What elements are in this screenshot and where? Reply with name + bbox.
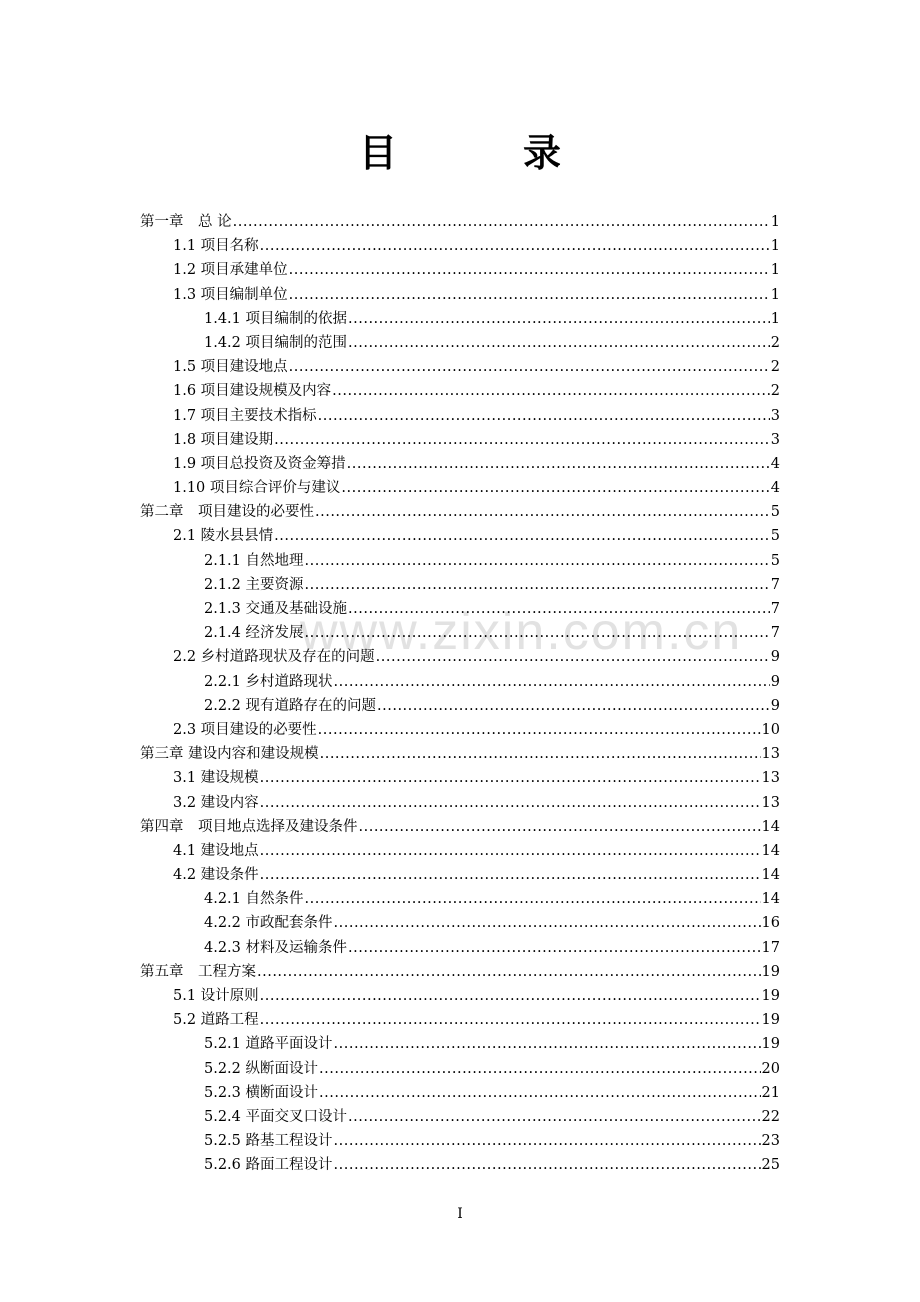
- toc-entry[interactable]: [140, 210, 780, 234]
- toc-entry[interactable]: [140, 815, 780, 839]
- toc-leader-dots: [289, 359, 770, 375]
- toc-entry-label: 4.1 建设地点: [173, 842, 259, 859]
- toc-entry-label: 第四章 项目地点选择及建设条件: [140, 818, 358, 835]
- toc-entry-page: 13: [761, 794, 780, 811]
- toc-leader-dots: [315, 504, 770, 520]
- toc-entry-page: 16: [761, 915, 780, 932]
- toc-entry[interactable]: [140, 1057, 780, 1081]
- toc-leader-dots: [274, 432, 770, 448]
- toc-leader-dots: [334, 1036, 761, 1052]
- toc-leader-dots: [289, 287, 770, 303]
- toc-entry-page: 17: [761, 939, 780, 956]
- toc-entry-page: 19: [761, 988, 780, 1004]
- toc-entry-page: 10: [761, 721, 780, 738]
- toc-entry[interactable]: [140, 742, 780, 766]
- toc-entry[interactable]: [140, 283, 780, 307]
- toc-leader-dots: [318, 722, 761, 738]
- toc-entry[interactable]: [140, 863, 780, 887]
- toc-entry-label: 5.1 设计原则: [173, 988, 259, 1004]
- toc-entry-page: 5: [770, 504, 780, 521]
- toc-entry[interactable]: [140, 1032, 780, 1056]
- toc-entry-page: 9: [770, 649, 780, 666]
- toc-entry[interactable]: [140, 549, 780, 573]
- toc-entry-page: 2: [770, 383, 780, 400]
- toc-entry-label: 1.1 项目名称: [173, 238, 259, 255]
- toc-leader-dots: [260, 988, 761, 1004]
- toc-leader-dots: [332, 383, 770, 399]
- toc-entry-page: 14: [761, 818, 780, 835]
- toc-entry[interactable]: [140, 476, 780, 500]
- toc-entry-page: 1: [770, 262, 780, 279]
- toc-leader-dots: [359, 819, 761, 835]
- toc-entry-label: 1.9 项目总投资及资金筹措: [173, 455, 346, 472]
- toc-leader-dots: [348, 940, 761, 956]
- toc-title: 目 录: [358, 130, 605, 175]
- toc-entry-label: 第三章 建设内容和建设规模: [140, 746, 319, 763]
- toc-leader-dots: [334, 1157, 761, 1173]
- toc-entry-label: 2.2 乡村道路现状及存在的问题: [173, 649, 375, 666]
- toc-entry-page: 5: [770, 528, 780, 545]
- toc-entry[interactable]: [140, 1153, 780, 1177]
- toc-entry-label: 3.2 建设内容: [173, 794, 259, 811]
- toc-entry[interactable]: [140, 645, 780, 669]
- toc-leader-dots: [334, 674, 770, 690]
- toc-leader-dots: [260, 843, 761, 859]
- toc-entry-label: 2.2.2 现有道路存在的问题: [204, 697, 377, 714]
- toc-entry[interactable]: [140, 984, 780, 1008]
- toc-leader-dots: [348, 601, 770, 617]
- toc-leader-dots: [305, 625, 770, 641]
- toc-entry-page: 2: [770, 359, 780, 376]
- toc-leader-dots: [348, 1109, 761, 1125]
- toc-entry-label: 第一章 总 论: [140, 214, 232, 230]
- toc-leader-dots: [274, 528, 770, 544]
- toc-entry-page: 14: [761, 867, 780, 884]
- toc-entry-page: 19: [761, 963, 780, 980]
- toc-leader-dots: [319, 1085, 761, 1101]
- toc-leader-dots: [257, 964, 761, 980]
- toc-entry[interactable]: [140, 1105, 780, 1129]
- toc-leader-dots: [305, 891, 761, 907]
- toc-entry-page: 1: [770, 286, 780, 303]
- toc-leader-dots: [347, 456, 770, 472]
- toc-entry[interactable]: [140, 936, 780, 960]
- toc-entry-page: 7: [770, 601, 780, 617]
- toc-entry-label: 1.7 项目主要技术指标: [173, 407, 317, 424]
- toc-leader-dots: [320, 746, 761, 762]
- toc-entry-label: 4.2.3 材料及运输条件: [204, 939, 348, 956]
- toc-entry[interactable]: [140, 404, 780, 428]
- toc-entry-label: 5.2.4 平面交叉口设计: [204, 1108, 348, 1125]
- toc-leader-dots: [260, 770, 761, 786]
- toc-entry-label: 第二章 项目建设的必要性: [140, 504, 314, 521]
- toc-entry-label: 5.2 道路工程: [173, 1012, 259, 1029]
- toc-leader-dots: [348, 335, 770, 351]
- toc-entry-label: 1.5 项目建设地点: [173, 359, 288, 376]
- toc-entry-page: 14: [761, 891, 780, 908]
- toc-entry-page: 3: [770, 407, 780, 424]
- watermark-text: www.zixin.com.cn: [300, 603, 743, 661]
- toc-entry[interactable]: [140, 791, 780, 815]
- toc-leader-dots: [233, 214, 770, 230]
- toc-entry-page: 9: [770, 697, 780, 714]
- toc-entry-label: 1.4.1 项目编制的依据: [204, 310, 348, 327]
- toc-leader-dots: [319, 1061, 761, 1077]
- toc-entry-page: 19: [761, 1036, 780, 1053]
- toc-entry-label: 4.2.2 市政配套条件: [204, 915, 333, 932]
- toc-entry[interactable]: [140, 428, 780, 452]
- toc-entry[interactable]: [140, 355, 780, 379]
- toc-entry-label: 2.2.1 乡村道路现状: [204, 673, 333, 690]
- toc-entry[interactable]: [140, 887, 780, 911]
- toc-entry[interactable]: [140, 524, 780, 548]
- toc-entry[interactable]: [140, 621, 780, 645]
- toc-entry-page: 25: [761, 1157, 780, 1174]
- toc-leader-dots: [260, 795, 761, 811]
- toc-entry-page: 7: [770, 576, 780, 593]
- toc-entry[interactable]: [140, 670, 780, 694]
- toc-entry-label: 1.4.2 项目编制的范围: [204, 334, 348, 351]
- toc-entry[interactable]: [140, 718, 780, 742]
- toc-entry[interactable]: [140, 911, 780, 935]
- toc-entry-page: 21: [761, 1084, 780, 1101]
- toc-entry-page: 14: [761, 842, 780, 859]
- toc-leader-dots: [334, 915, 761, 931]
- toc-entry-label: 第五章 工程方案: [140, 963, 256, 980]
- toc-entry[interactable]: [140, 766, 780, 790]
- toc-entry-label: 2.1.1 自然地理: [204, 552, 304, 569]
- toc-entry[interactable]: [140, 307, 780, 331]
- toc-entry[interactable]: [140, 1129, 780, 1153]
- toc-leader-dots: [260, 238, 770, 254]
- toc-leader-dots: [348, 311, 770, 327]
- toc-entry-page: 13: [761, 746, 780, 763]
- toc-leader-dots: [334, 1133, 761, 1149]
- toc-entry-label: 2.1.4 经济发展: [204, 625, 304, 642]
- toc-entry[interactable]: [140, 960, 780, 984]
- page-number: I: [457, 1206, 463, 1222]
- toc-entry-label: 2.1 陵水县县情: [173, 528, 274, 545]
- toc-entry-label: 1.6 项目建设规模及内容: [173, 383, 332, 400]
- toc-leader-dots: [318, 408, 770, 424]
- toc-entry-page: 3: [770, 431, 780, 448]
- toc-entry[interactable]: [140, 839, 780, 863]
- toc-leader-dots: [305, 577, 770, 593]
- toc-leader-dots: [341, 480, 769, 496]
- toc-entry[interactable]: [140, 573, 780, 597]
- toc-entry-page: 5: [770, 552, 780, 569]
- toc-leader-dots: [289, 262, 770, 278]
- toc-entry-page: 9: [770, 673, 780, 690]
- toc-entry-label: 2.3 项目建设的必要性: [173, 721, 317, 738]
- toc-entry[interactable]: [140, 597, 780, 621]
- toc-entry-label: 2.1.3 交通及基础设施: [204, 601, 348, 617]
- toc-leader-dots: [260, 867, 761, 883]
- toc-entry-label: 1.3 项目编制单位: [173, 286, 288, 303]
- toc-entry[interactable]: [140, 331, 780, 355]
- toc-entry[interactable]: [140, 258, 780, 282]
- toc-entry-label: 4.2 建设条件: [173, 867, 259, 884]
- toc-entry-label: 5.2.3 横断面设计: [204, 1084, 319, 1101]
- toc-entry-page: 1: [770, 214, 780, 230]
- toc-entry[interactable]: [140, 234, 780, 258]
- toc-entry-label: 1.2 项目承建单位: [173, 262, 288, 279]
- toc-entry-label: 2.1.2 主要资源: [204, 576, 304, 593]
- toc-leader-dots: [305, 553, 770, 569]
- toc-entry-page: 23: [761, 1133, 780, 1150]
- toc-leader-dots: [260, 1012, 761, 1028]
- toc-entry-page: 13: [761, 770, 780, 787]
- toc-entry-page: 22: [761, 1108, 780, 1125]
- toc-entry[interactable]: [140, 500, 780, 524]
- toc-entry-label: 3.1 建设规模: [173, 770, 259, 787]
- toc-entry-label: 5.2.6 路面工程设计: [204, 1157, 333, 1174]
- toc-entry-label: 5.2.2 纵断面设计: [204, 1060, 319, 1077]
- toc-entry-page: 1: [770, 238, 780, 255]
- toc-entry-page: 2: [770, 334, 780, 351]
- toc-entry-label: 4.2.1 自然条件: [204, 891, 304, 908]
- toc-leader-dots: [377, 698, 770, 714]
- toc-entry-label: 5.2.1 道路平面设计: [204, 1036, 333, 1053]
- toc-entry[interactable]: [140, 694, 780, 718]
- toc-entry[interactable]: [140, 1008, 780, 1032]
- toc-entry-label: 1.10 项目综合评价与建议: [173, 480, 341, 497]
- toc-entry-page: 20: [761, 1060, 780, 1077]
- toc-entry[interactable]: [140, 379, 780, 403]
- toc-entry-label: 5.2.5 路基工程设计: [204, 1133, 333, 1150]
- toc-entry-page: 19: [761, 1012, 780, 1029]
- toc-leader-dots: [376, 649, 770, 665]
- toc-entry-page: 1: [770, 310, 780, 327]
- toc-entry-page: 4: [770, 480, 780, 497]
- toc-entry-page: 4: [770, 455, 780, 472]
- toc-entry-label: 1.8 项目建设期: [173, 431, 274, 448]
- table-of-contents: [140, 210, 780, 1178]
- toc-entry-page: 7: [770, 625, 780, 642]
- toc-entry[interactable]: [140, 452, 780, 476]
- toc-entry[interactable]: [140, 1081, 780, 1105]
